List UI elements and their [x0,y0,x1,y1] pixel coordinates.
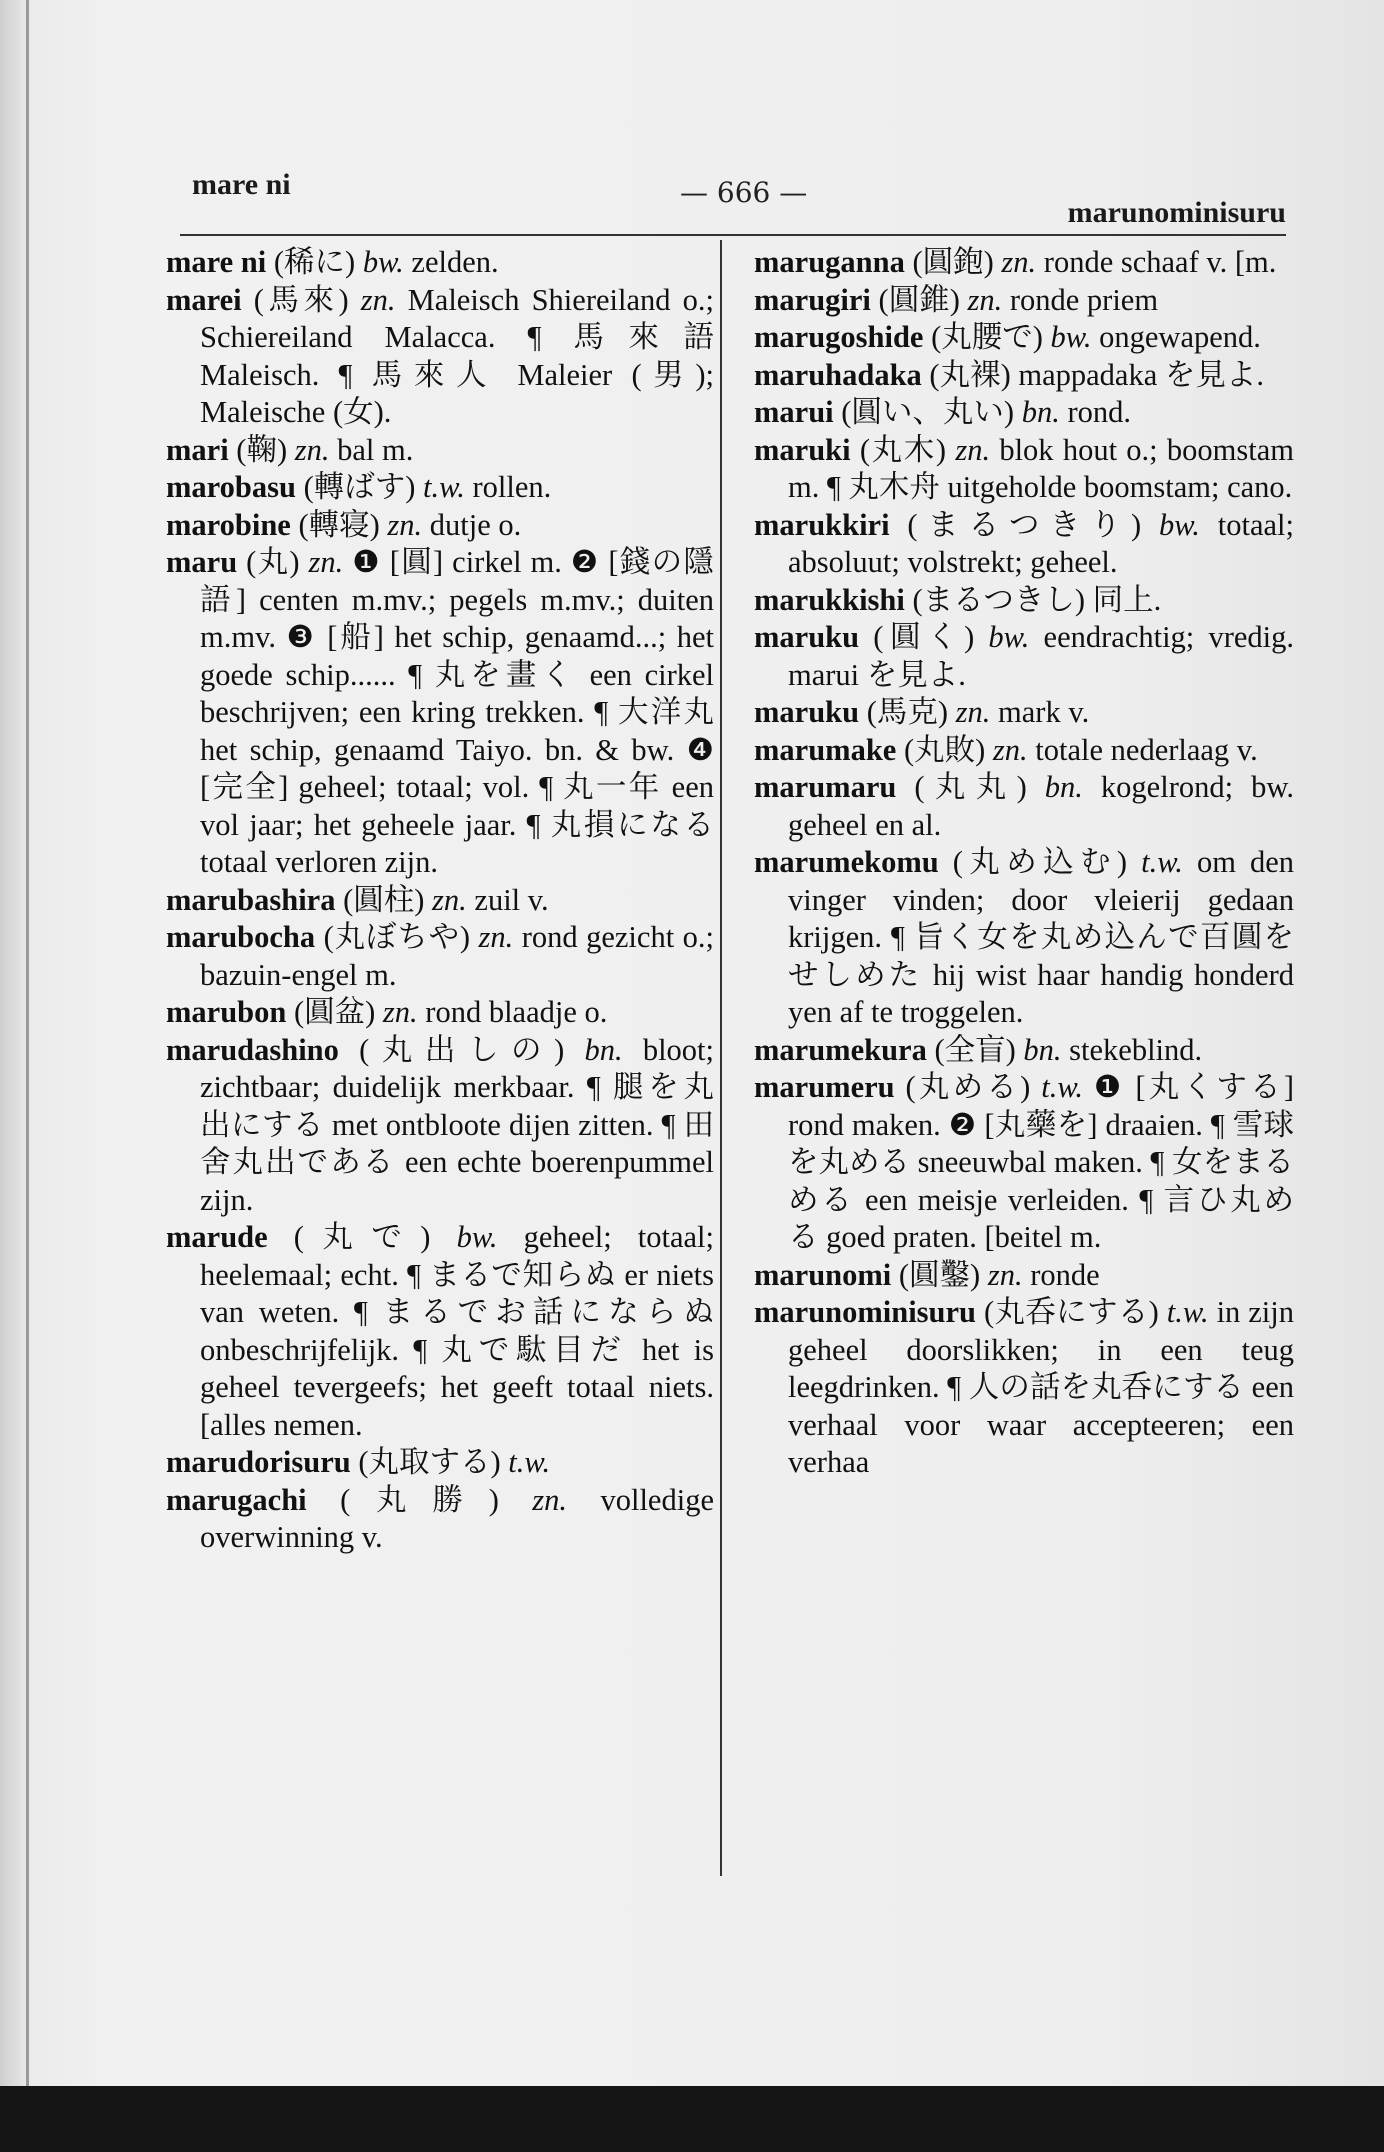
headword: marunomi [754,1257,892,1292]
definition: ❶ [圓] cirkel m. ❷ [錢の隱語] centen m.mv.; pegels m.mv.; duiten m.mv. ❸ [船] het schip, genaamd...; het goede schip...... ¶ 丸を畫く een cirkel beschrijven; een kring trekken. ¶ 大洋丸 het schip, genaamd Taiyo. bn. & bw. ❹ [完全] geheel; totaal; vol. ¶ 丸一年 een vol jaar; het geheele jaar. ¶ 丸損になる totaal verloren zijn. [200,545,714,879]
definition: stekeblind. [1061,1032,1203,1067]
grammar-tag: t.w. [1166,1295,1209,1329]
kanji-form: (まるつきし) [904,582,1093,617]
definition: rond gezicht o.; bazuin-engel m. [200,920,714,992]
dictionary-entry [754,319,1294,357]
headword: maruhadaka [754,357,922,392]
kanji-form: (圓盆) [286,995,383,1029]
kanji-form: (丸木) [850,432,956,467]
definition: geheel; totaal; heelemaal; echt. ¶ まるで知らぬ er niets van weten. ¶ まるでお話にならぬ onbeschrijfelijk. ¶ 丸で駄目だ het is geheel tevergeefs; het geeft totaal niets. [alles nemen. [200,1220,714,1442]
definition: in zijn geheel doorslikken; in een teug leegdrinken. ¶ 人の話を丸呑にする een verhaal voor waar accepteeren; een verhaa [788,1295,1294,1479]
dictionary-entry [166,994,714,1032]
dictionary-entry [754,282,1294,320]
dictionary-entry [754,394,1294,432]
headword: marumekura [754,1032,927,1067]
definition: mappadaka を見よ. [1018,357,1264,392]
headword: marumekomu [754,845,939,879]
kanji-form: (全盲) [926,1032,1024,1067]
definition: dutje o. [422,507,522,542]
grammar-tag: t.w. [1141,845,1183,879]
kanji-form: (圓鑿) [891,1257,988,1292]
headword: marugiri [754,282,871,317]
kanji-form: (丸腰で) [923,320,1051,354]
headword: marudashino [166,1032,339,1067]
grammar-tag: bn. [1023,1032,1062,1067]
kanji-form: (丸裸) [921,357,1019,392]
kanji-form: (轉寝) [290,507,388,542]
dictionary-entry [754,694,1294,732]
headword: marumaru [754,770,897,804]
headword: marubashira [166,882,336,917]
dictionary-entry [166,1219,714,1444]
definition: ronde schaaf v. [m. [1036,245,1277,279]
kanji-form: (轉ばす) [295,470,424,504]
headword: marunominisuru [754,1295,977,1329]
headword: marudorisuru [166,1445,351,1479]
kanji-form: (馬克) [859,695,956,729]
headword: marei [166,282,242,317]
dictionary-entry [754,619,1294,694]
grammar-tag: bw. [362,245,404,279]
headword: marugoshide [754,320,924,354]
headword: maruki [754,432,851,467]
dictionary-entry [754,357,1294,395]
dictionary-entry [754,507,1294,582]
dictionary-entry [754,432,1294,507]
kanji-form: (鞠) [228,432,295,467]
header-rule [180,234,1286,236]
grammar-tag: bn. [1021,395,1060,429]
grammar-tag: bw. [1158,507,1200,542]
grammar-tag: t.w. [1041,1070,1084,1104]
kanji-form: (丸める) [894,1070,1042,1104]
headword: maru [166,545,238,579]
grammar-tag: zn. [992,732,1028,767]
column-rule [720,240,722,1876]
definition: zelden. [403,245,499,279]
grammar-tag: zn. [532,1482,568,1517]
grammar-tag: bn. [584,1032,623,1067]
kanji-form: (丸出しの) [338,1032,585,1067]
kanji-form: (丸で) [267,1220,457,1254]
dictionary-entry [754,732,1294,770]
headword: marui [754,395,834,429]
dictionary-entry [166,919,714,994]
definition: bal m. [329,432,414,467]
dictionary-entry [166,544,714,882]
definition: rond. [1059,395,1132,429]
definition: Maleisch Shiereiland o.; Schiereiland Malacca. ¶ 馬來語 Maleisch. ¶ 馬來人 Maleier (男); Maleische (女). [200,282,714,429]
headword: marobine [166,507,291,542]
grammar-tag: zn. [432,882,467,917]
right-column [754,244,1294,1482]
grammar-tag: zn. [294,432,330,467]
dictionary-entry [166,882,714,920]
headword: marumeru [754,1070,895,1104]
dictionary-entry [754,769,1294,844]
kanji-form: (丸取する) [350,1445,509,1479]
definition: eendrachtig; vredig. marui を見よ. [788,620,1294,692]
running-head-left: mare ni [192,168,291,201]
grammar-tag: zn. [478,920,514,954]
kanji-form: (丸呑にする) [976,1295,1167,1329]
kanji-form: (圓い、丸い) [833,395,1022,429]
kanji-form: (丸め込む) [938,845,1142,879]
headword: maruganna [754,245,905,279]
binding-gutter [26,0,29,2152]
kanji-form: (丸ぼちや) [315,920,479,954]
grammar-tag: zn. [955,695,991,729]
grammar-tag: bw. [1050,320,1092,354]
headword: maruku [754,620,860,654]
kanji-form: (稀に) [266,245,363,279]
dictionary-entry [166,432,714,470]
kanji-form: (丸敗) [896,732,993,767]
dictionary-entry [166,1482,714,1557]
dictionary-entry [166,1444,714,1482]
headword: mare ni [166,245,267,279]
headword: marukkiri [754,507,890,542]
headword: marubocha [166,920,316,954]
definition: 同上. [1092,582,1162,617]
dictionary-entry [166,1032,714,1220]
headword: marude [166,1220,268,1254]
grammar-tag: bn. [1044,770,1083,804]
running-head-right: marunominisuru [1067,196,1286,229]
grammar-tag: zn. [387,507,423,542]
kanji-form: (まるつきり) [889,507,1159,542]
headword: maruku [754,695,860,729]
kanji-form: (丸勝) [306,1482,533,1517]
grammar-tag: zn. [382,995,418,1029]
definition: totale nederlaag v. [1027,732,1258,767]
headword: marukkishi [754,582,905,617]
dictionary-entry [754,844,1294,1032]
dictionary-entry [754,244,1294,282]
headword: marumake [754,732,897,767]
definition: ronde [1022,1257,1100,1292]
definition: rond blaadje o. [417,995,608,1029]
dictionary-entry [166,469,714,507]
headword: marubon [166,995,287,1029]
grammar-tag: bw. [456,1220,498,1254]
grammar-tag: zn. [955,432,991,467]
kanji-form: (圓柱) [335,882,433,917]
headword: marobasu [166,470,296,504]
page-number: — 666 — [680,176,808,209]
definition: totaal; absoluut; volstrekt; geheel. [788,507,1294,579]
kanji-form: (丸) [237,545,309,579]
headword: marugachi [166,1482,307,1517]
definition: ❶ [丸くする] rond maken. ❷ [丸藥を] draaien. ¶ 雪球を丸める sneeuwbal maken. ¶ 女をまるめる een meisje verleiden. ¶ 言ひ丸める goed praten. [beitel m. [788,1070,1294,1254]
kanji-form: (圓鉋) [904,245,1002,279]
dictionary-entry [754,1294,1294,1482]
definition: ongewapend. [1091,320,1261,354]
dictionary-entry [166,244,714,282]
grammar-tag: zn. [360,282,396,317]
kanji-form: (圓く) [859,620,989,654]
grammar-tag: t.w. [423,470,465,504]
kanji-form: (馬來) [241,282,361,317]
left-column [166,244,714,1557]
definition: zuil v. [466,882,549,917]
definition: kogelrond; bw. geheel en al. [788,770,1294,842]
definition: om den vinger vinden; door vleierij gedaan krijgen. ¶ 旨く女を丸め込んで百圓をせしめた hij wist haar handig honderd yen af te troggelen. [788,845,1294,1029]
definition: mark v. [990,695,1090,729]
dictionary-entry [754,1257,1294,1295]
definition: rollen. [464,470,552,504]
dictionary-entry [166,282,714,432]
scan-edge [0,2086,1384,2152]
grammar-tag: zn. [1001,245,1037,279]
definition: blok hout o.; boomstam m. ¶ 丸木舟 uitgeholde boomstam; cano. [788,432,1294,504]
kanji-form: (圓錐) [870,282,968,317]
headword: mari [166,432,229,467]
grammar-tag: t.w. [508,1445,551,1479]
dictionary-entry [754,1032,1294,1070]
definition: ronde priem [1002,282,1159,317]
grammar-tag: zn. [987,1257,1023,1292]
dictionary-entry [754,1069,1294,1257]
dictionary-entry [166,507,714,545]
definition: volledige overwinning v. [200,1482,714,1554]
grammar-tag: zn. [967,282,1003,317]
definition: bloot; zichtbaar; duidelijk merkbaar. ¶ 腿を丸出にする met ontbloote dijen zitten. ¶ 田舍丸出である een echte boerenpummel zijn. [200,1032,714,1217]
dictionary-entry [754,582,1294,620]
kanji-form: (丸丸) [896,770,1045,804]
grammar-tag: zn. [308,545,344,579]
grammar-tag: bw. [988,620,1030,654]
